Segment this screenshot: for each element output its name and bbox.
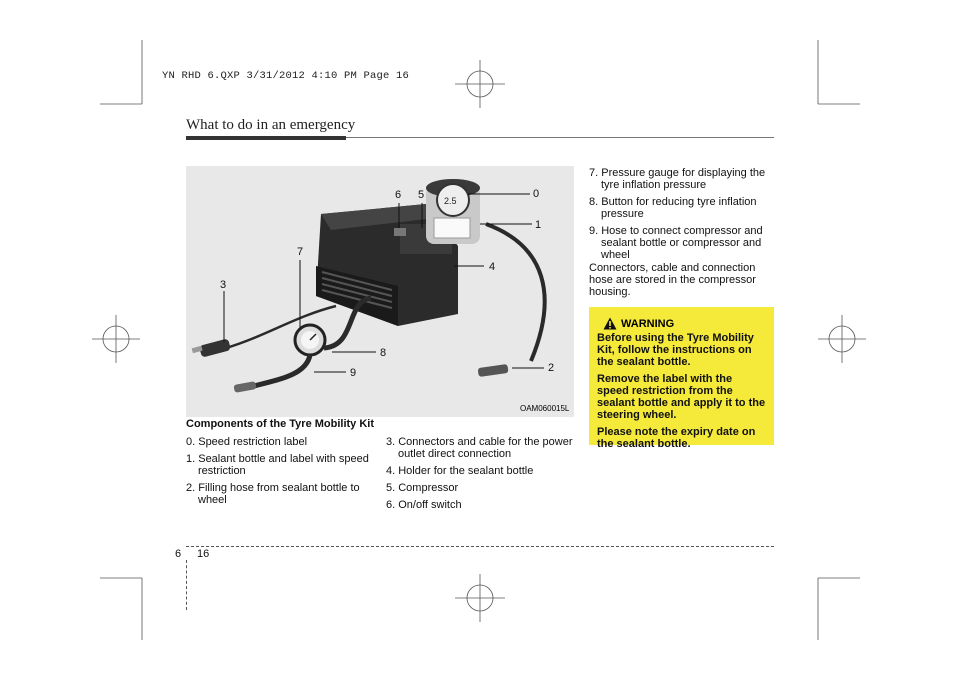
callout-8: 8 bbox=[380, 347, 387, 359]
list-item: 6. On/off switch bbox=[386, 499, 462, 511]
warning-box bbox=[589, 307, 774, 450]
callout-1: 1 bbox=[535, 219, 542, 231]
callout-0: 0 bbox=[533, 188, 540, 200]
list-item: 3. Connectors and cable for the power outlet direct connection bbox=[386, 436, 573, 460]
figure-caption: Components of the Tyre Mobility Kit bbox=[186, 418, 375, 430]
component-list-middle bbox=[386, 436, 576, 516]
component-list-right bbox=[589, 167, 774, 266]
list-item: 9. Hose to connect compressor and sealant bottle or compressor and wheel bbox=[589, 225, 763, 261]
warning-triangle-icon bbox=[603, 317, 617, 330]
callout-9: 9 bbox=[350, 367, 357, 379]
page-number: 16 bbox=[197, 548, 210, 560]
warning-title: WARNING bbox=[621, 317, 675, 330]
list-item: 7. Pressure gauge for displaying the tyre inflation pressure bbox=[589, 167, 766, 191]
figure-code: OAM060015L bbox=[520, 404, 570, 413]
callout-4: 4 bbox=[489, 261, 496, 273]
list-item: 2. Filling hose from sealant bottle to wheel bbox=[186, 482, 360, 506]
list-item: 5. Compressor bbox=[386, 482, 459, 494]
footer-vertical-rule bbox=[186, 560, 187, 610]
callout-2: 2 bbox=[548, 362, 555, 374]
footer-rule bbox=[186, 546, 774, 547]
warning-paragraph: Please note the expiry date on the sealant bottle. bbox=[597, 426, 756, 450]
list-item: 4. Holder for the sealant bottle bbox=[386, 465, 534, 477]
list-item: 0. Speed restriction label bbox=[186, 436, 308, 448]
list-item: 8. Button for reducing tyre inflation pressure bbox=[589, 196, 757, 220]
tyre-kit-illustration bbox=[186, 166, 574, 417]
warning-heading bbox=[603, 317, 766, 330]
header-rule-thin bbox=[346, 137, 774, 138]
component-list-left bbox=[186, 436, 376, 511]
callout-6: 6 bbox=[395, 189, 402, 201]
bottle-label: 2.5 bbox=[444, 196, 457, 206]
callout-7: 7 bbox=[297, 246, 304, 258]
print-slug: YN RHD 6.QXP 3/31/2012 4:10 PM Page 16 bbox=[162, 70, 410, 82]
callout-3: 3 bbox=[220, 279, 227, 291]
tyre-kit-drawing bbox=[186, 166, 574, 417]
warning-paragraph: Before using the Tyre Mobility Kit, follow the instructions on the sealant bottle. bbox=[597, 332, 754, 368]
section-header-title: What to do in an emergency bbox=[186, 117, 356, 133]
list-item: 1. Sealant bottle and label with speed restriction bbox=[186, 453, 369, 477]
section-number: 6 bbox=[175, 548, 182, 560]
warning-paragraph: Remove the label with the speed restriction from the sealant bottle and apply it to the steering wheel. bbox=[597, 373, 766, 421]
callout-5: 5 bbox=[418, 189, 425, 201]
header-rule bbox=[186, 136, 346, 140]
storage-note: Connectors, cable and connection hose are stored in the compressor housing. bbox=[589, 262, 756, 298]
